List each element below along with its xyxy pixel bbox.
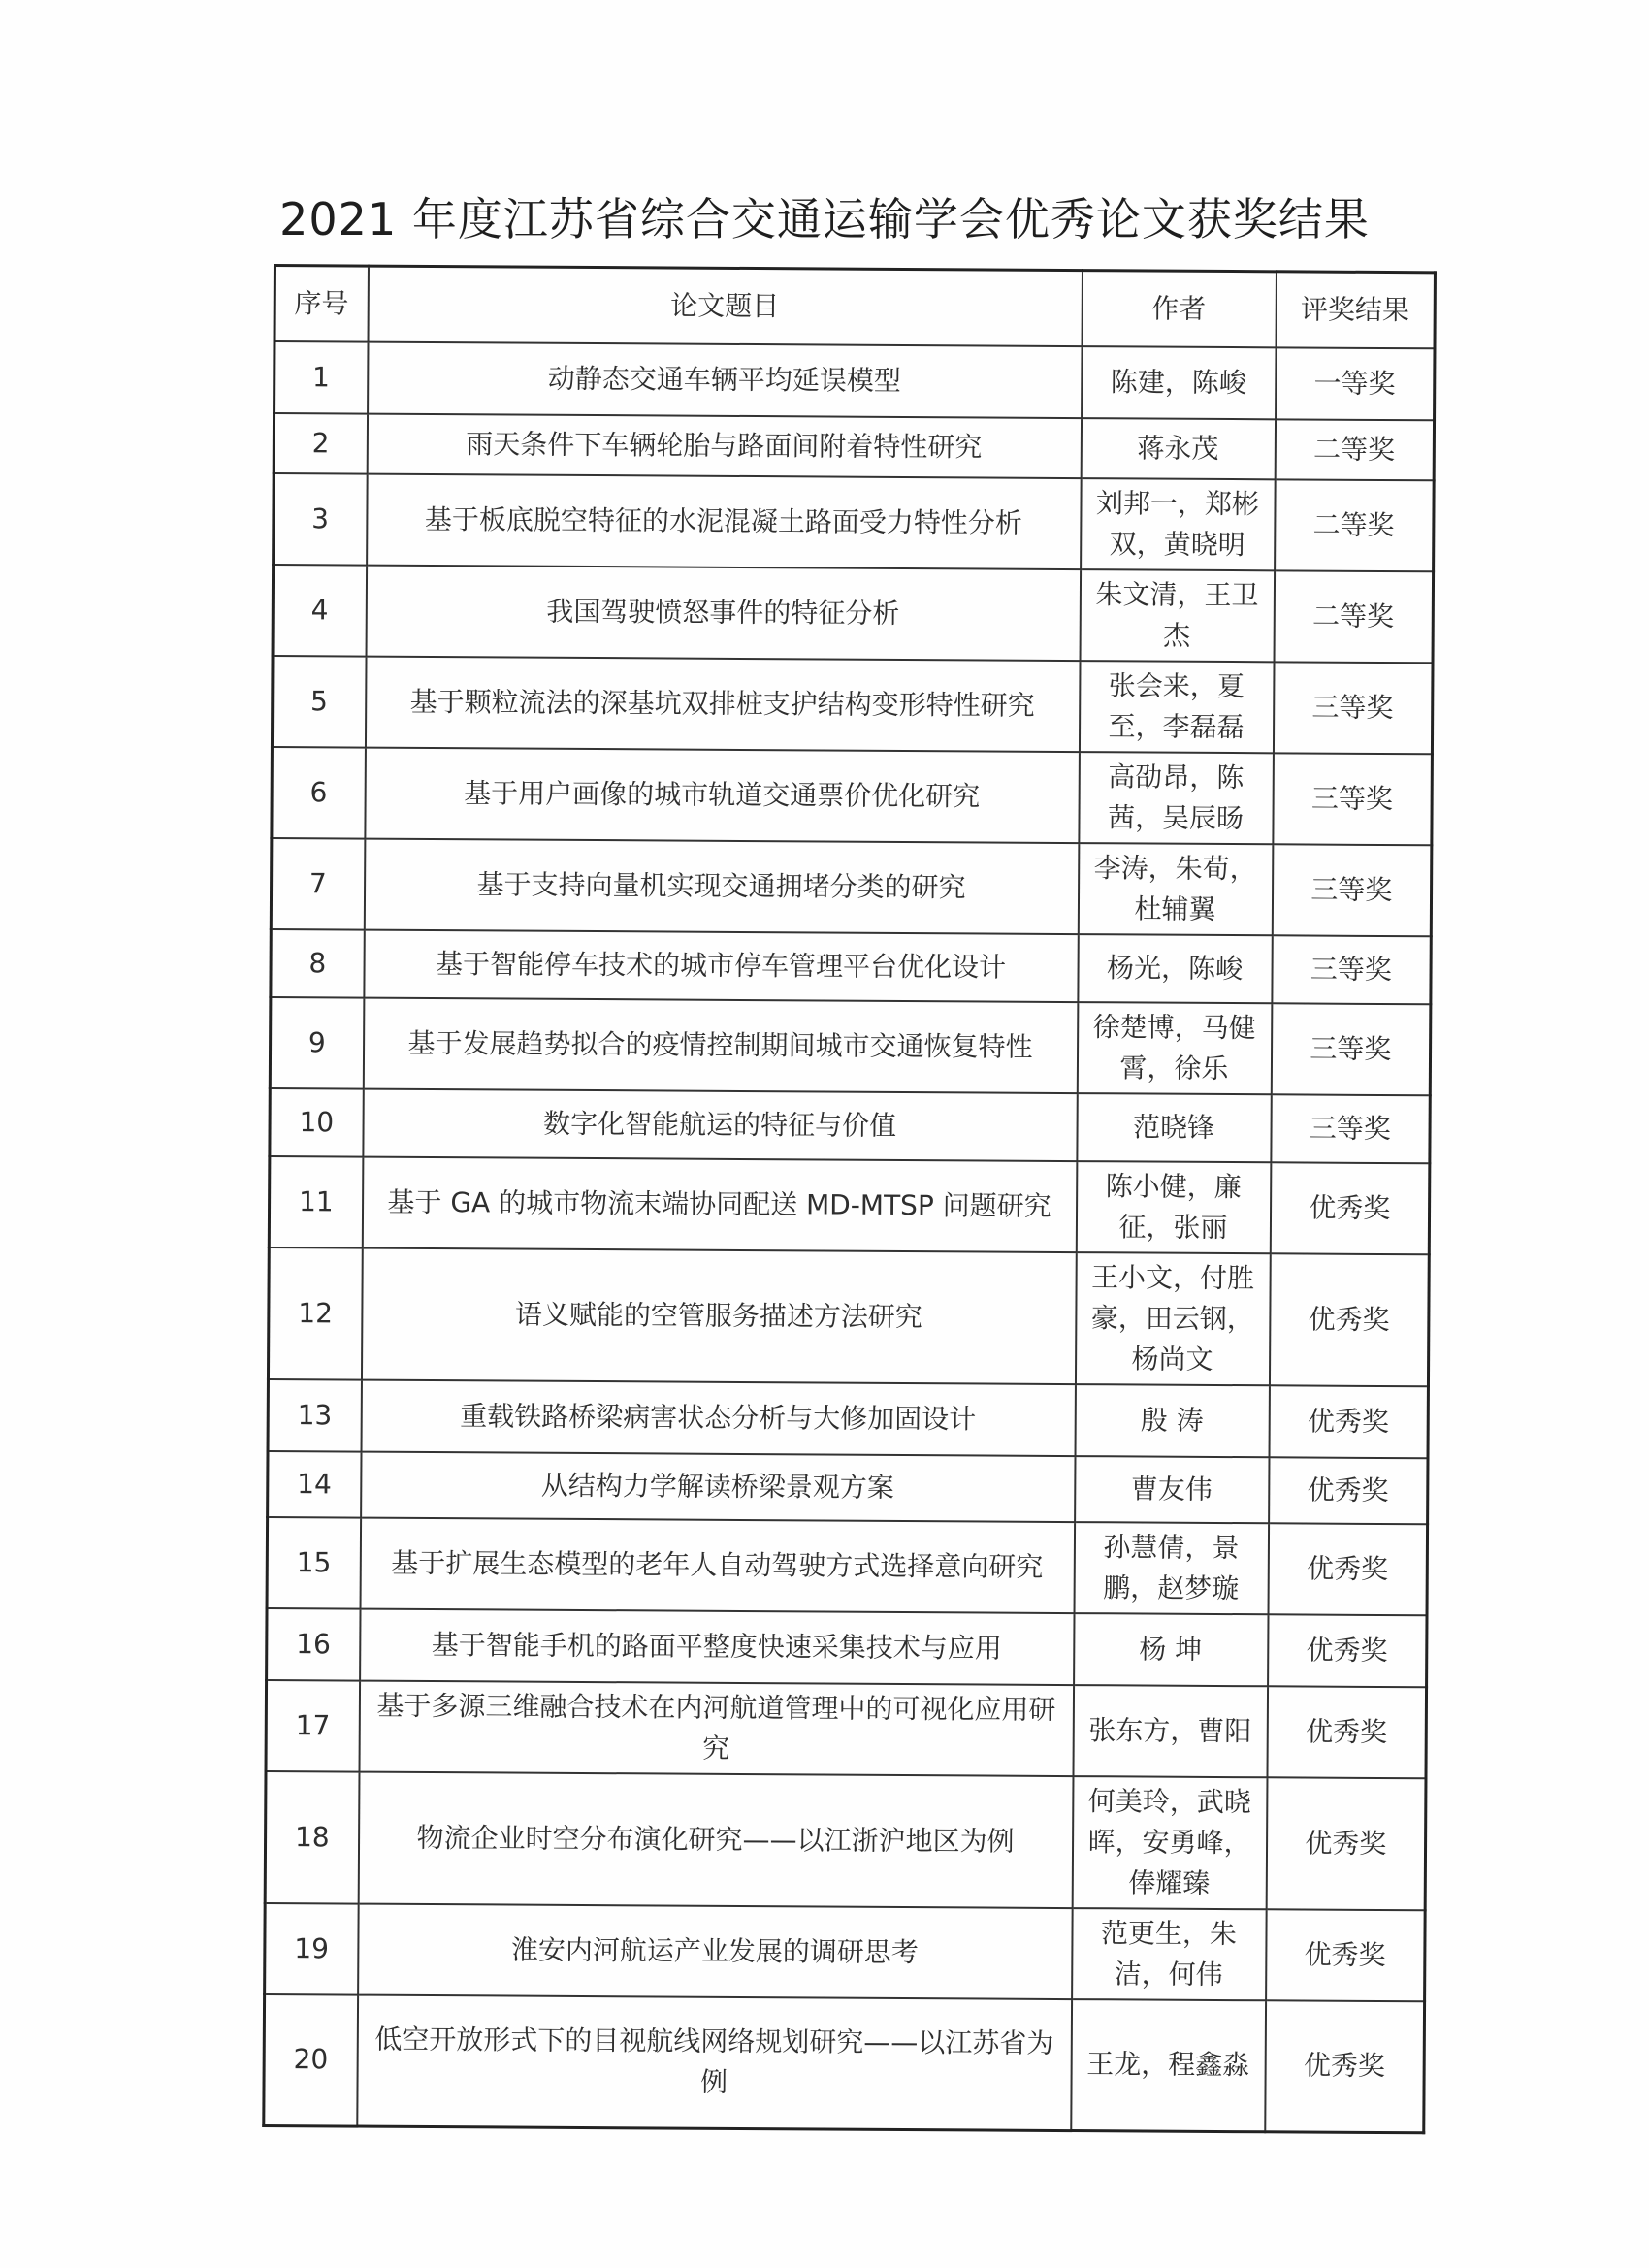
header-title: 论文题目 xyxy=(368,266,1082,345)
cell-author: 陈建，陈峻 xyxy=(1082,346,1276,419)
cell-result: 优秀奖 xyxy=(1268,1523,1428,1615)
cell-author: 杨 坤 xyxy=(1074,1613,1268,1686)
cell-title: 从结构力学解读桥梁景观方案 xyxy=(361,1451,1075,1521)
table-row xyxy=(274,473,1435,571)
cell-result: 优秀奖 xyxy=(1270,1162,1430,1254)
table-row xyxy=(273,565,1434,663)
cell-title: 低空开放形式下的目视航线网络规划研究——以江苏省为例 xyxy=(357,1994,1072,2130)
cell-no: 1 xyxy=(275,341,368,414)
cell-no: 18 xyxy=(265,1770,359,1903)
cell-no: 12 xyxy=(268,1247,362,1379)
cell-author: 高劭昂，陈茜，吴辰旸 xyxy=(1079,752,1274,844)
cell-result: 优秀奖 xyxy=(1269,1253,1429,1386)
cell-title: 基于颗粒流法的深基坑双排桩支护结构变形特性研究 xyxy=(365,656,1080,751)
cell-author: 王龙，程鑫淼 xyxy=(1071,1999,1266,2132)
cell-no: 19 xyxy=(265,1902,359,1994)
cell-title: 物流企业时空分布演化研究——以江浙沪地区为例 xyxy=(358,1771,1073,1907)
cell-title: 基于智能停车技术的城市停车管理平台优化设计 xyxy=(364,929,1078,1001)
cell-title: 基于扩展生态模型的老年人自动驾驶方式选择意向研究 xyxy=(360,1517,1075,1612)
cell-author: 徐楚博，马健霄，徐乐 xyxy=(1077,1002,1272,1094)
cell-author: 杨光，陈峻 xyxy=(1078,934,1272,1003)
cell-no: 16 xyxy=(267,1607,360,1680)
table-header-row xyxy=(275,266,1435,348)
cell-title: 重载铁路桥梁病害状态分析与大修加固设计 xyxy=(361,1379,1075,1455)
cell-result: 优秀奖 xyxy=(1268,1614,1427,1687)
header-no: 序号 xyxy=(275,266,368,342)
cell-author: 陈小健，廉征，张丽 xyxy=(1076,1161,1271,1253)
cell-title: 动静态交通车辆平均延误模型 xyxy=(368,341,1082,417)
table-row xyxy=(271,837,1432,935)
cell-title: 基于发展趋势拟合的疫情控制期间城市交通恢复特性 xyxy=(363,997,1078,1092)
table-row xyxy=(269,1155,1430,1253)
table-row xyxy=(267,1607,1427,1686)
cell-no: 4 xyxy=(273,565,367,657)
cell-title: 淮安内河航运产业发展的调研思考 xyxy=(358,1903,1073,1998)
cell-no: 9 xyxy=(270,996,364,1088)
cell-author: 李涛，朱荀，杜辅翼 xyxy=(1078,843,1273,935)
cell-no: 17 xyxy=(266,1679,360,1771)
cell-title: 基于智能手机的路面平整度快速采集技术与应用 xyxy=(360,1608,1074,1684)
header-author: 作者 xyxy=(1082,271,1276,347)
cell-title: 基于支持向量机实现交通拥堵分类的研究 xyxy=(364,838,1079,933)
cell-no: 11 xyxy=(269,1155,363,1247)
cell-no: 8 xyxy=(271,928,364,997)
cell-title: 语义赋能的空管服务描述方法研究 xyxy=(361,1247,1076,1383)
cell-no: 5 xyxy=(272,656,366,748)
table-row xyxy=(265,1902,1426,2000)
cell-result: 三等奖 xyxy=(1273,662,1433,754)
cell-result: 优秀奖 xyxy=(1266,1777,1426,1910)
table-row xyxy=(268,1450,1428,1523)
cell-author: 张会来，夏至，李磊磊 xyxy=(1079,661,1274,753)
cell-result: 二等奖 xyxy=(1274,570,1434,663)
cell-result: 优秀奖 xyxy=(1266,1909,1426,2001)
cell-title: 基于用户画像的城市轨道交通票价优化研究 xyxy=(365,747,1080,842)
header-result: 评奖结果 xyxy=(1276,272,1435,348)
cell-no: 20 xyxy=(264,1993,358,2126)
table-row xyxy=(275,341,1435,420)
cell-no: 14 xyxy=(268,1450,361,1517)
cell-no: 3 xyxy=(274,473,368,566)
table-body xyxy=(264,341,1435,2133)
table-row xyxy=(270,1087,1430,1162)
cell-result: 三等奖 xyxy=(1272,935,1431,1004)
cell-result: 优秀奖 xyxy=(1265,2000,1425,2133)
cell-no: 10 xyxy=(270,1087,363,1156)
cell-title: 基于板底脱空特征的水泥混凝土路面受力特性分析 xyxy=(367,473,1082,568)
cell-author: 何美玲，武晓晖，安勇峰，俸耀臻 xyxy=(1072,1776,1267,1909)
cell-result: 二等奖 xyxy=(1275,419,1434,480)
cell-result: 三等奖 xyxy=(1271,1094,1430,1163)
cell-author: 蒋永茂 xyxy=(1081,418,1275,479)
cell-no: 6 xyxy=(272,746,366,838)
cell-title: 基于 GA 的城市物流末端协同配送 MD-MTSP 问题研究 xyxy=(362,1156,1077,1251)
cell-title: 基于多源三维融合技术在内河航道管理中的可视化应用研究 xyxy=(359,1680,1074,1775)
cell-author: 殷 涛 xyxy=(1075,1384,1269,1457)
cell-author: 刘邦一，郑彬双，黄晓明 xyxy=(1081,478,1276,570)
table-row xyxy=(271,928,1431,1003)
cell-author: 朱文清，王卫杰 xyxy=(1080,569,1275,662)
cell-result: 三等奖 xyxy=(1271,1003,1431,1095)
cell-result: 优秀奖 xyxy=(1267,1686,1427,1778)
cell-title: 数字化智能航运的特征与价值 xyxy=(363,1088,1077,1160)
table-row xyxy=(272,746,1433,844)
cell-no: 2 xyxy=(274,413,367,474)
table-row xyxy=(264,1993,1425,2132)
cell-result: 二等奖 xyxy=(1275,479,1435,571)
cell-no: 7 xyxy=(271,837,365,929)
cell-title: 我国驾驶愤怒事件的特征分析 xyxy=(366,565,1081,660)
cell-result: 一等奖 xyxy=(1276,347,1435,420)
cell-result: 优秀奖 xyxy=(1269,1457,1428,1524)
cell-result: 优秀奖 xyxy=(1269,1385,1428,1458)
cell-author: 王小文，付胜豪，田云钢，杨尚文 xyxy=(1075,1252,1270,1385)
cell-author: 范晓锋 xyxy=(1077,1093,1271,1162)
table-row xyxy=(268,1247,1429,1385)
cell-result: 三等奖 xyxy=(1273,753,1433,845)
awards-table xyxy=(262,264,1437,2134)
document-title: 2021 年度江苏省综合交通运输学会优秀论文获奖结果 xyxy=(279,193,1370,245)
cell-author: 范更生，朱洁，何伟 xyxy=(1072,1908,1267,2000)
table-row xyxy=(265,1770,1426,1909)
cell-title: 雨天条件下车辆轮胎与路面间附着特性研究 xyxy=(367,413,1081,477)
table-row xyxy=(270,996,1431,1094)
cell-no: 15 xyxy=(267,1516,361,1608)
cell-author: 张东方，曹阳 xyxy=(1073,1685,1268,1777)
cell-author: 曹友伟 xyxy=(1075,1456,1269,1523)
table-row xyxy=(267,1516,1428,1614)
cell-author: 孙慧倩，景鹏，赵梦璇 xyxy=(1074,1522,1269,1614)
table-row xyxy=(266,1679,1427,1777)
cell-result: 三等奖 xyxy=(1272,844,1432,936)
cell-no: 13 xyxy=(268,1378,361,1451)
table-row xyxy=(268,1378,1428,1457)
table-row xyxy=(272,656,1433,754)
table-row xyxy=(274,413,1434,480)
